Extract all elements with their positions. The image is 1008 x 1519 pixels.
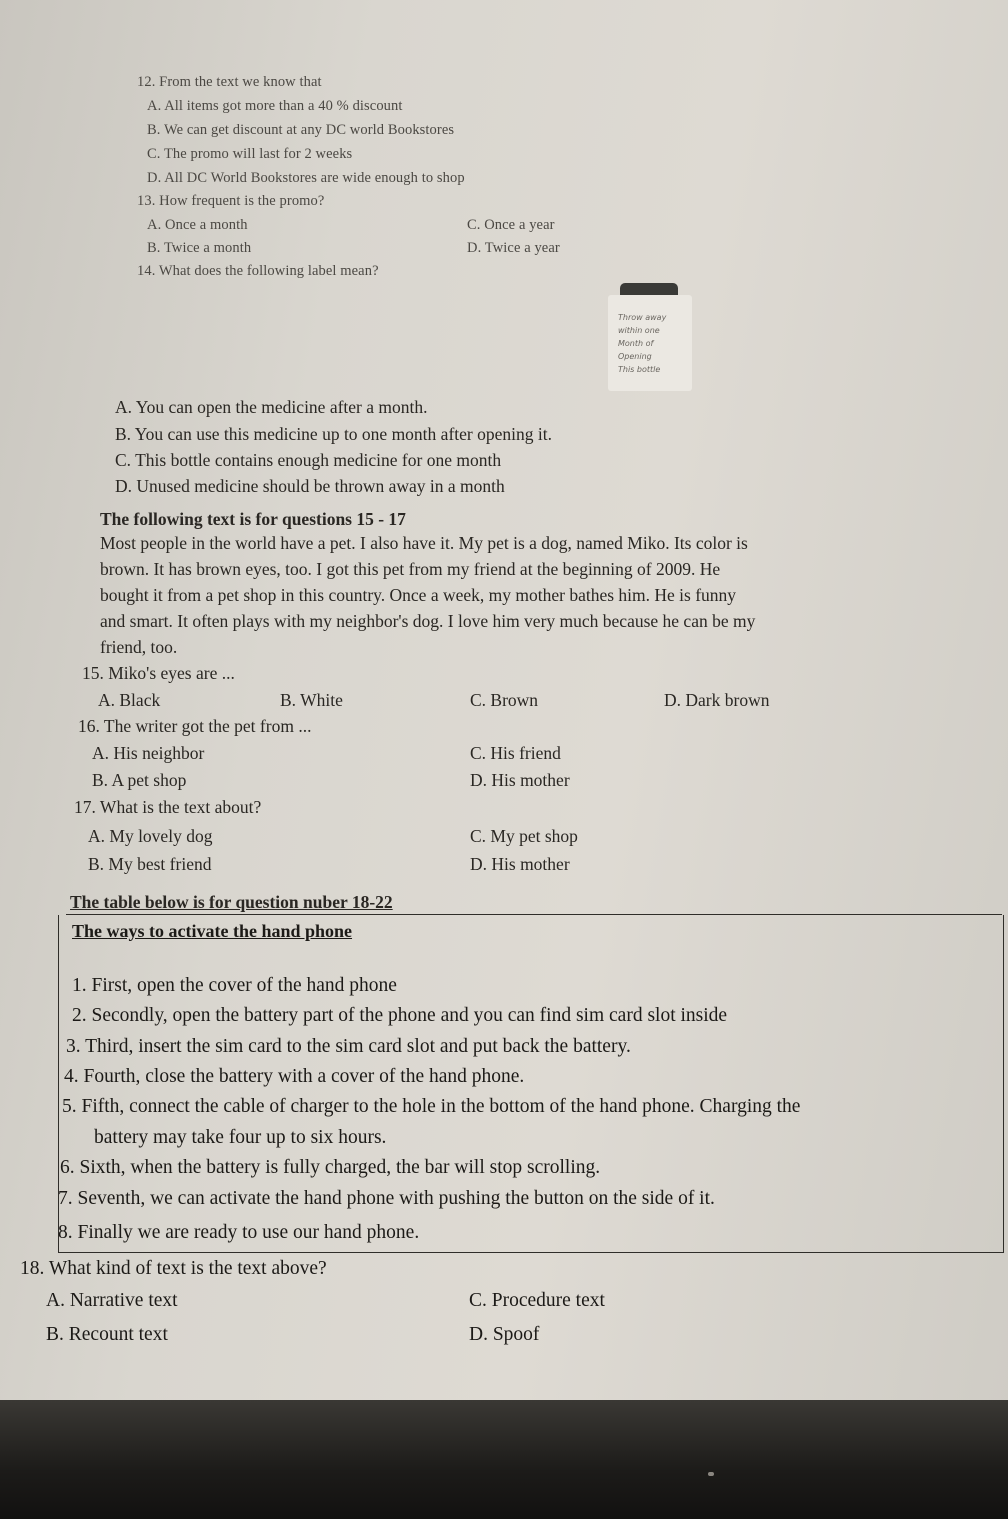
passage-line: bought it from a pet shop in this country. Once a week, my mother bathes him. He is funny — [100, 585, 737, 605]
q14-stem: 14. What does the following label mean? — [137, 263, 379, 279]
q18-option-a[interactable]: A. Narrative text — [46, 1290, 178, 1311]
q17-option-b[interactable]: B. My best friend — [88, 854, 212, 874]
passage-line: friend, too. — [100, 637, 178, 657]
q14-option-a[interactable]: A. You can open the medicine after a month. — [115, 397, 428, 417]
q17-option-a[interactable]: A. My lovely dog — [88, 826, 213, 846]
q15-option-b[interactable]: B. White — [280, 690, 343, 710]
q16-stem: 16. The writer got the pet from ... — [78, 716, 312, 736]
speck — [708, 1472, 714, 1476]
label-line: within one — [618, 326, 660, 335]
q13-option-d[interactable]: D. Twice a year — [467, 240, 560, 256]
step-item: 1. First, open the cover of the hand phone — [72, 975, 397, 996]
passage-line: and smart. It often plays with my neighbor's dog. I love him very much because he can be my — [100, 611, 756, 631]
step-item: 2. Secondly, open the battery part of the phone and you can find sim card slot inside — [72, 1005, 728, 1026]
q16-option-c[interactable]: C. His friend — [470, 743, 561, 763]
q14-option-d[interactable]: D. Unused medicine should be thrown away in a month — [115, 476, 505, 496]
q15-option-d[interactable]: D. Dark brown — [664, 690, 770, 710]
q12-option-d[interactable]: D. All DC World Bookstores are wide enough to shop — [147, 170, 465, 186]
background-surface — [0, 1400, 1008, 1519]
step-item: 4. Fourth, close the battery with a cover of the hand phone. — [64, 1066, 525, 1087]
q18-stem: 18. What kind of text is the text above? — [20, 1258, 327, 1279]
label-line: Month of — [618, 339, 654, 348]
q17-option-d[interactable]: D. His mother — [470, 854, 570, 874]
step-item-continued: battery may take four up to six hours. — [94, 1127, 387, 1148]
q18-option-d[interactable]: D. Spoof — [469, 1324, 540, 1345]
label-line: Opening — [618, 352, 652, 361]
q18-option-c[interactable]: C. Procedure text — [469, 1290, 605, 1311]
step-item: 6. Sixth, when the battery is fully charged, the bar will stop scrolling. — [60, 1157, 601, 1178]
q12-option-b[interactable]: B. We can get discount at any DC world Bookstores — [147, 122, 455, 138]
label-body — [608, 295, 692, 391]
medicine-label-image — [608, 283, 692, 391]
q16-option-a[interactable]: A. His neighbor — [92, 743, 205, 763]
q16-option-b[interactable]: B. A pet shop — [92, 770, 187, 790]
table-title: The ways to activate the hand phone — [72, 921, 353, 941]
step-item: 5. Fifth, connect the cable of charger to the hole in the bottom of the hand phone. Charging the — [62, 1096, 801, 1117]
q13-option-a[interactable]: A. Once a month — [147, 217, 248, 233]
passage-heading: The following text is for questions 15 - 17 — [100, 509, 406, 529]
table-intro: The table below is for question nuber 18-22 — [70, 892, 393, 912]
label-line: This bottle — [618, 365, 661, 374]
label-line: Throw away — [618, 313, 667, 322]
q12-stem: 12. From the text we know that — [137, 74, 322, 90]
q12-option-c[interactable]: C. The promo will last for 2 weeks — [147, 146, 353, 162]
passage-line: brown. It has brown eyes, too. I got this pet from my friend at the beginning of 2009. He — [100, 559, 721, 579]
passage-line: Most people in the world have a pet. I also have it. My pet is a dog, named Miko. Its color is — [100, 533, 748, 553]
step-item: 3. Third, insert the sim card to the sim card slot and put back the battery. — [66, 1036, 631, 1057]
q14-option-c[interactable]: C. This bottle contains enough medicine for one month — [115, 450, 502, 470]
q18-option-b[interactable]: B. Recount text — [46, 1324, 168, 1345]
step-item: 8. Finally we are ready to use our hand phone. — [58, 1222, 420, 1243]
q13-stem: 13. How frequent is the promo? — [137, 193, 325, 209]
q15-option-a[interactable]: A. Black — [98, 690, 161, 710]
step-item: 7. Seventh, we can activate the hand phone with pushing the button on the side of it. — [58, 1188, 715, 1209]
q13-option-c[interactable]: C. Once a year — [467, 217, 555, 233]
q17-option-c[interactable]: C. My pet shop — [470, 826, 578, 846]
q13-option-b[interactable]: B. Twice a month — [147, 240, 252, 256]
q15-stem: 15. Miko's eyes are ... — [82, 663, 235, 683]
q16-option-d[interactable]: D. His mother — [470, 770, 570, 790]
q15-option-c[interactable]: C. Brown — [470, 690, 539, 710]
q14-option-b[interactable]: B. You can use this medicine up to one month after opening it. — [115, 424, 552, 444]
q12-option-a[interactable]: A. All items got more than a 40 % discount — [147, 98, 403, 114]
q17-stem: 17. What is the text about? — [74, 797, 262, 817]
